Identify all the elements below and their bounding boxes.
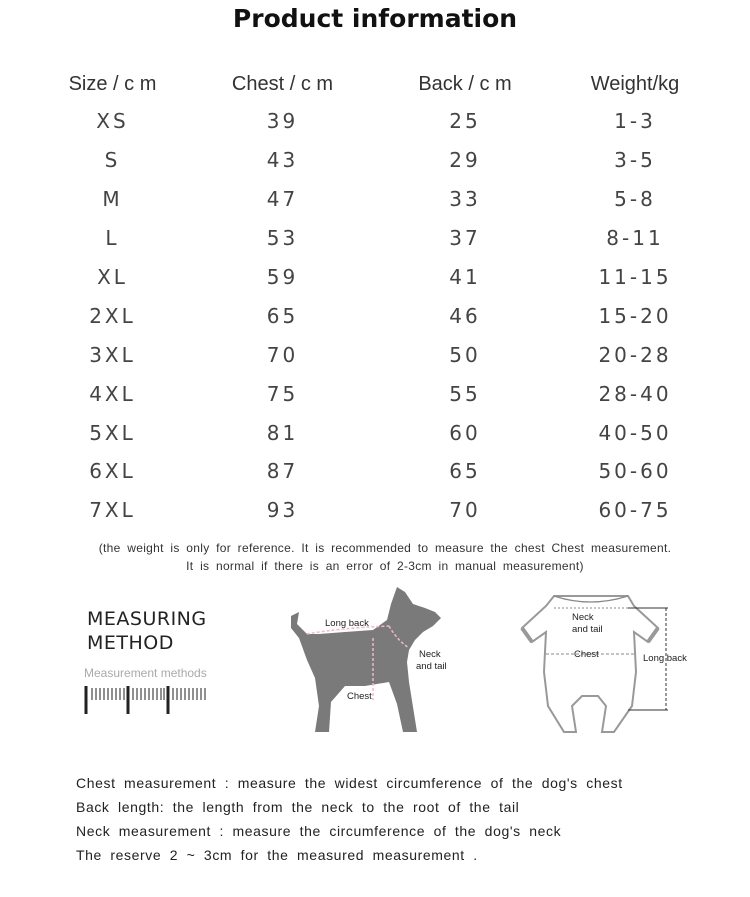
header-chest: Chest / c m [231, 72, 334, 95]
chest-cell: 53 [266, 226, 299, 251]
chest-cell: 87 [266, 459, 299, 484]
back-cell: 55 [449, 381, 481, 406]
note-line-1: (the weight is only for reference. It is recommended to measure the chest Chest measurement. [98, 541, 672, 555]
size-cell: 7XL [89, 498, 136, 523]
table-header-row [40, 66, 720, 102]
weight-cell: 60-75 [598, 498, 672, 523]
chest-cell: 75 [266, 381, 299, 406]
chest-cell: 59 [266, 265, 299, 289]
back-cell: 29 [449, 148, 481, 173]
table-row [40, 258, 720, 297]
measurement-methods-subtitle: Measurement methods [84, 666, 207, 680]
back-cell: 65 [449, 459, 481, 484]
weight-cell: 5-8 [614, 187, 656, 212]
header-back: Back / c m [418, 72, 512, 95]
weight-cell: 28-40 [598, 381, 672, 406]
dog-diagram [285, 582, 455, 741]
note-line-2: It is normal if there is an error of 2-3cm in manual measurement) [186, 559, 584, 573]
weight-cell: 50-60 [598, 459, 672, 484]
chest-cell: 39 [266, 109, 299, 134]
chest-cell: 47 [266, 187, 299, 212]
size-table [40, 66, 720, 530]
table-row [40, 180, 720, 219]
method-title-line-2: METHOD [87, 632, 174, 654]
dog-long-back-label: Long back [325, 618, 369, 629]
size-cell: XS [96, 109, 129, 134]
weight-cell: 3-5 [614, 148, 656, 173]
back-cell: 41 [449, 265, 481, 289]
dog-and-tail-label: and tail [416, 661, 447, 672]
method-title-line-1: MEASURING [87, 608, 207, 630]
size-cell: XL [97, 265, 128, 289]
chest-cell: 93 [266, 498, 299, 523]
back-cell: 60 [449, 420, 481, 445]
header-size: Size / c m [68, 72, 157, 95]
size-cell: 2XL [89, 303, 136, 328]
weight-cell: 1-3 [614, 109, 656, 134]
size-cell: 6XL [89, 459, 136, 484]
dog-neck-label: Neck [419, 649, 441, 660]
table-row [40, 374, 720, 413]
back-cell: 37 [449, 226, 481, 251]
table-row [40, 102, 720, 141]
back-cell: 46 [449, 303, 481, 328]
table-row [40, 413, 720, 452]
size-cell: S [104, 148, 121, 173]
weight-cell: 15-20 [598, 303, 672, 328]
neck-measurement-description: Neck measurement : measure the circumference of the dog's neck [76, 823, 562, 839]
chest-cell: 81 [266, 420, 299, 445]
table-row [40, 335, 720, 374]
back-length-description: Back length: the length from the neck to the root of the tail [76, 799, 520, 815]
shirt-long-back-label: Long back [643, 653, 687, 664]
size-cell: 5XL [89, 420, 136, 445]
chest-measurement-description: Chest measurement : measure the widest circumference of the dog's chest [76, 775, 623, 791]
back-cell: 70 [449, 498, 481, 523]
reserve-description: The reserve 2 ~ 3cm for the measured measurement . [76, 847, 478, 863]
ruler-icon [84, 684, 209, 716]
size-cell: L [105, 226, 120, 251]
weight-cell: 20-28 [598, 342, 672, 367]
size-cell: M [102, 187, 123, 212]
pet-shirt-diagram [510, 586, 690, 745]
back-cell: 25 [449, 109, 481, 134]
weight-cell: 11-15 [598, 265, 672, 289]
back-cell: 33 [449, 187, 481, 212]
weight-cell: 8-11 [606, 226, 664, 251]
size-cell: 3XL [89, 342, 136, 367]
size-cell: 4XL [89, 381, 136, 406]
back-cell: 50 [449, 342, 481, 367]
chest-cell: 43 [266, 148, 299, 173]
page-title: Product information [232, 4, 518, 33]
table-row [40, 452, 720, 491]
header-weight: Weight/kg [590, 72, 680, 95]
measuring-method-title [87, 607, 207, 655]
shirt-chest-label: Chest [574, 649, 599, 660]
table-row [40, 296, 720, 335]
table-row [40, 141, 720, 180]
shirt-and-tail-label: and tail [572, 624, 603, 635]
dog-chest-label: Chest [347, 691, 372, 702]
shirt-neck-label: Neck [572, 612, 594, 623]
chest-cell: 65 [266, 303, 299, 328]
weight-cell: 40-50 [598, 420, 672, 445]
table-row [40, 491, 720, 530]
table-row [40, 219, 720, 258]
chest-cell: 70 [266, 342, 299, 367]
